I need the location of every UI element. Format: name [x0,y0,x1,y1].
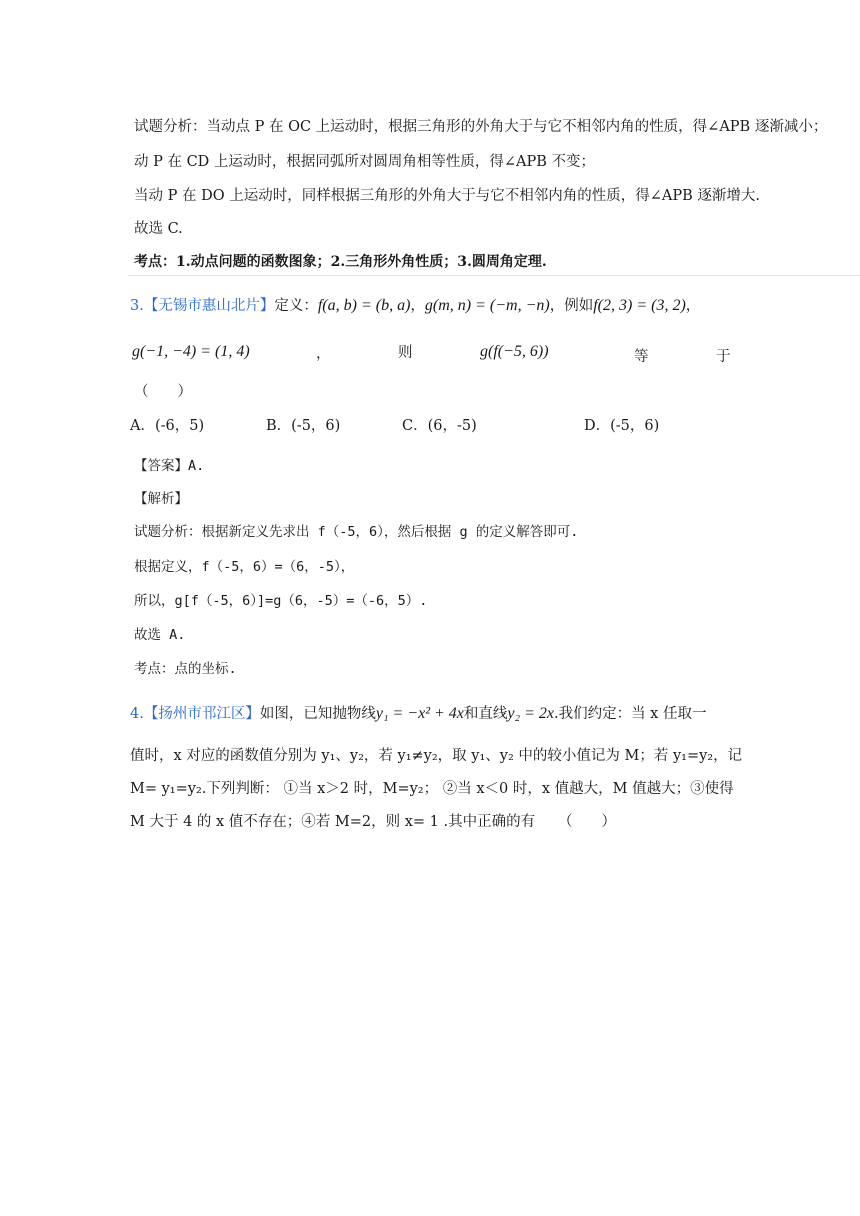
q4-text-c: .我们约定：当 x 任取一 [553,706,707,722]
kaodian-q3: 考点：点的坐标. [134,661,237,677]
option-a: A．(-6，5) [130,418,205,434]
question-4-number: 4. [130,706,144,722]
question-4-line-3: M= y₁=y₂.下列判断： ①当 x＞2 时，M=y₂； ②当 x＜0 时，x 值越大，M 值越大；③使得 [130,781,734,797]
question-3-line-1 [130,296,700,316]
section-divider [128,275,860,276]
ze-text: 则 [398,345,413,361]
answer-label: 【答案】A. [134,458,205,474]
g-example: g(−1, −4) = (1, 4) [132,343,250,360]
analysis-heading: 【解析】 [134,491,188,507]
question-4-source: 【扬州市邗江区】 [143,706,260,722]
separator: ， [685,298,701,314]
question-3-number: 3. [130,298,144,314]
separator: ， [410,298,425,314]
analysis-text-3: 所以，g[f（-5，6）]=g（6，-5）=（-6，5）. [134,593,428,609]
comma: ， [316,346,331,362]
f-example: f(2, 3) = (3, 2) [593,297,686,314]
analysis-line-2: 动 P 在 CD 上运动时，根据同弧所对圆周角相等性质，得∠APB 不变； [134,154,596,170]
option-b: B．(-5，6) [266,418,341,434]
parabola-equation: y₁ = −x² + 4x [375,705,464,722]
answer-parentheses-q4: （ ） [558,814,616,830]
q4-text-a: 如图，已知抛物线 [259,706,376,722]
deng-text: 等 [634,349,649,365]
question-4-line-2: 值时，x 对应的函数值分别为 y₁、y₂，若 y₁≠y₂，取 y₁、y₂ 中的较小值记为 M；若 y₁=y₂，记 [130,748,743,764]
kaodian-top: 考点：1.动点问题的函数图象；2.三角形外角性质；3.圆周角定理. [134,254,547,270]
question-4-line-4: M 大于 4 的 x 值不存在；④若 M=2，则 x= 1 .其中正确的有 [130,814,536,830]
analysis-text-1: 试题分析：根据新定义先求出 f（-5，6），然后根据 g 的定义解答即可. [134,524,579,540]
question-3-source: 【无锡市惠山北片】 [143,298,275,314]
f-definition: f(a, b) = (b, a) [317,297,411,314]
answer-parentheses: （ ） [134,384,192,400]
g-definition: g(m, n) = (−m, −n) [424,297,550,314]
question-4-line-1 [130,704,706,724]
expression-g-f: g(f(−5, 6)) [480,343,549,360]
analysis-text-2: 根据定义，f（-5，6）=（6，-5）， [134,559,355,575]
q4-text-b: 和直线 [463,706,508,722]
yu-text: 于 [716,349,731,365]
analysis-line-4: 故选 C. [134,221,183,237]
definition-prefix: 定义： [274,298,318,314]
example-prefix: ，例如 [549,298,594,314]
analysis-line-1: 试题分析：当动点 P 在 OC 上运动时，根据三角形的外角大于与它不相邻内角的性质，得∠APB 逐渐减小； [134,119,828,135]
line-equation: y₂ = 2x [507,705,554,722]
analysis-line-3: 当动 P 在 DO 上运动时，同样根据三角形的外角大于与它不相邻内角的性质，得∠APB 逐渐增大. [134,188,760,204]
analysis-text-4: 故选 A. [134,627,186,643]
option-c: C．(6，-5) [402,418,477,434]
option-d: D．(-5，6) [584,418,660,434]
